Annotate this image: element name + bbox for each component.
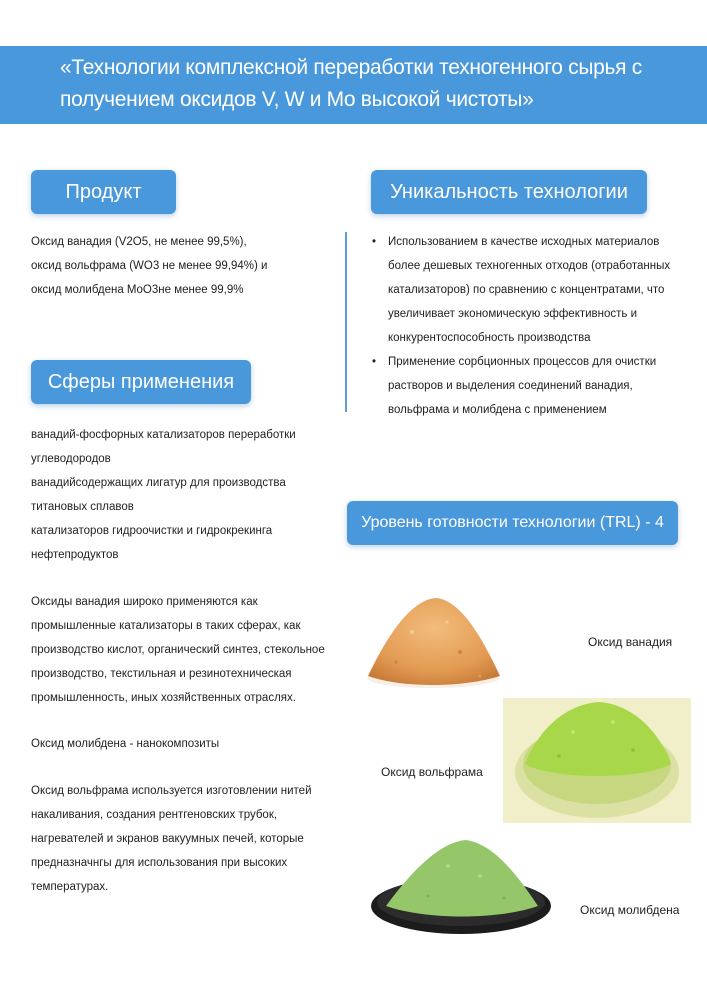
list-item-line: растворов и выделения соединений ванадия,: [388, 380, 633, 392]
list-item-line: катализаторов) по сравнению с концентратами, что: [388, 284, 665, 296]
tungsten-uses-line: накаливания, создания рентгеновских трубок,: [31, 809, 278, 821]
applications-line: ванадий-фосфорных катализаторов переработки: [31, 429, 296, 441]
vanadium-uses-line: промышленные катализаторы в таких сферах, как: [31, 620, 301, 632]
molybdenum-uses-line: Оксид молибдена - нанокомпозиты: [31, 738, 220, 750]
list-item-line: конкурентоспособность производства: [388, 332, 591, 344]
tungsten-uses-line: температурах.: [31, 881, 109, 893]
applications-heading: Сферы применения: [31, 360, 251, 404]
title-line-1: «Технологии комплексной переработки техногенного сырья с: [60, 56, 642, 79]
uniqueness-list: [372, 230, 692, 422]
bullet-icon: •: [372, 356, 377, 368]
applications-line: углеводородов: [31, 453, 111, 465]
list-item: [372, 230, 692, 350]
product-line: Оксид ванадия (V2O5, не менее 99,5%),: [31, 236, 247, 248]
applications-line: ванадийсодержащих лигатур для производства: [31, 477, 286, 489]
list-item-line: более дешевых техногенных отходов (отработанных: [388, 260, 671, 272]
list-item: [372, 350, 692, 422]
tungsten-uses-line: предназначнгы для использования при высоких: [31, 857, 288, 869]
uniqueness-heading: Уникальность технологии: [371, 170, 647, 214]
tungsten-uses-line: нагревателей и экранов вакуумных печей, которые: [31, 833, 304, 845]
bullet-icon: •: [372, 236, 377, 248]
vanadium-uses-line: производство кислот, органический синтез, стекольное: [31, 644, 325, 656]
divider-line: [345, 232, 347, 412]
tungsten-oxide-image: [503, 698, 691, 823]
tungsten-uses-text: [31, 779, 312, 899]
vanadium-oxide-image: [362, 592, 504, 692]
tungsten-uses-line: Оксид вольфрама используется изготовлении нитей: [31, 785, 312, 797]
product-heading: Продукт: [31, 170, 176, 214]
applications-line: титановых сплавов: [31, 501, 134, 513]
header-banner: [0, 46, 707, 124]
applications-line: нефтепродуктов: [31, 549, 119, 561]
vanadium-oxide-caption: Оксид ванадия: [588, 635, 673, 649]
title-line-2: получением оксидов V, W и Mo высокой чистоты»: [60, 88, 534, 111]
vanadium-uses-line: Оксиды ванадия широко применяются как: [31, 596, 258, 608]
molybdenum-uses-text: [31, 732, 219, 756]
page-title: [60, 52, 680, 116]
vanadium-uses-line: производство, текстильная и резинотехническая: [31, 668, 292, 680]
list-item-line: вольфрама и молибдена с применением: [388, 404, 607, 416]
product-line: оксид молибдена MoO3не менее 99,9%: [31, 284, 244, 296]
applications-line: катализаторов гидроочистки и гидрокрекинга: [31, 525, 273, 537]
vanadium-uses-line: промышленность, иных хозяйственных отраслях.: [31, 692, 296, 704]
molybdenum-oxide-caption: Оксид молибдена: [580, 903, 680, 917]
applications-list: [31, 423, 296, 567]
vanadium-uses-text: [31, 590, 325, 710]
molybdenum-oxide-image: [368, 836, 554, 936]
product-text: [31, 230, 267, 302]
list-item-line: Применение сорбционных процессов для очистки: [388, 356, 657, 368]
list-item-line: увеличивает экономическую эффективность и: [388, 308, 638, 320]
list-item-line: Использованием в качестве исходных материалов: [388, 236, 660, 248]
trl-badge: Уровень готовности технологии (TRL) - 4: [347, 501, 678, 545]
tungsten-oxide-caption: Оксид вольфрама: [381, 765, 483, 779]
product-line: оксид вольфрама (WO3 не менее 99,94%) и: [31, 260, 268, 272]
